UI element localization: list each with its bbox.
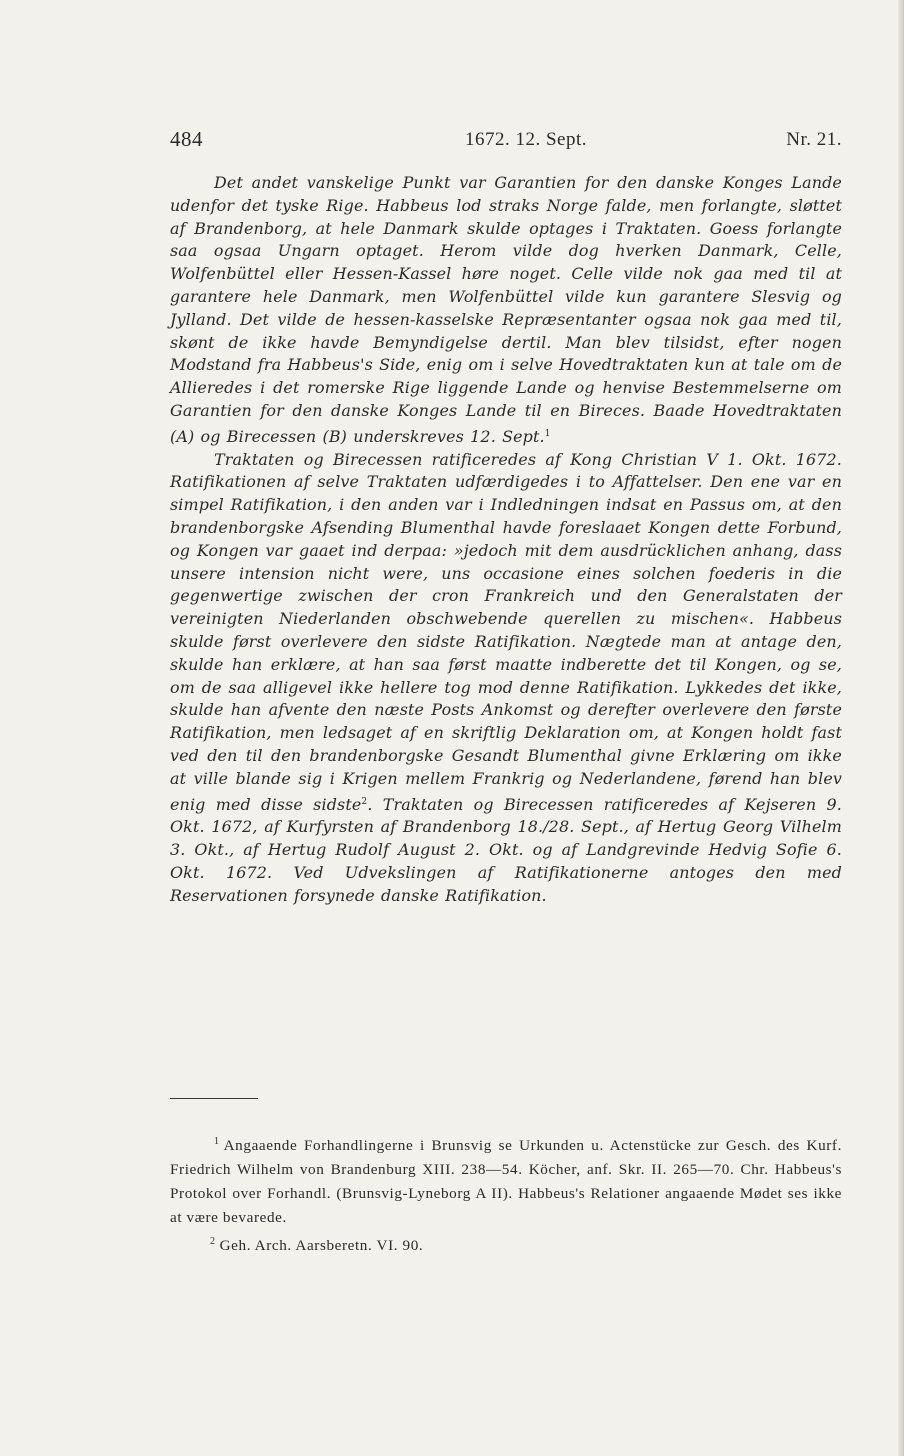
page-number: 484 [170,127,203,151]
footnote-ref-2: 2 [361,796,368,807]
footnotes [170,1130,842,1258]
document-number: Nr. 21. [786,129,842,150]
paragraph-2-text-a: Traktaten og Birecessen ratificeredes af Kong Christian V 1. Okt. 1672. Ratifikationen af selve Traktaten udfærdigedes i to Affattelser. Den ene var en simpel Ratifikation, i den anden var i Indledningen indsat en Passus om, at den brandenborgske Afsending Blumenthal havde foreslaaet Kongen dette Forbund, og Kongen var gaaet ind derpaa: »jedoch mit dem ausdrücklichen anhang, dass unsere intension nicht were, uns occasione eines solchen foederis in die gegenwertige zwischen der cron Frankreich und den Generalstaten der vereinigten Niederlanden obschwebende querellen zu mischen«. Habbeus skulde først overlevere den sidste Ratifikation. Nægtede man at antage den, skulde han erklære, at han saa først maatte indberette det til Kongen, og se, om de saa alligevel ikke hellere tog mod denne Ratifikation. Lykkedes det ikke, skulde han afvente den næste Posts Ankomst og derefter overlevere den første Ratifikation, men ledsaget af en skriftlig Deklaration om, at Kongen holdt fast ved den til den brandenborgske Gesandt Blumenthal givne Erklæring om ikke at ville blande sig i Krigen mellem Frankrig og Nederlandene, førend han blev enig med disse sidste [170,449,842,814]
paragraph-1 [170,172,842,449]
footnote-1 [170,1130,842,1230]
footnote-1-mark: 1 [214,1136,220,1147]
running-header [170,127,842,157]
main-text [170,172,842,908]
paragraph-2 [170,449,842,908]
footnote-2-mark: 2 [210,1236,216,1247]
header-date: 1672. 12. Sept. [464,129,588,150]
footnote-2-text: Geh. Arch. Aarsberetn. VI. 90. [219,1237,424,1254]
paragraph-1-text: Det andet vanskelige Punkt var Garantien for den danske Konges Lande udenfor det tyske Rige. Habbeus lod straks Norge falde, men forlangte, sløttet af Brandenborg, at hele Danmark skulde optages i Traktaten. Goess forlangte saa ogsaa Ungarn optaget. Herom vilde dog hverken Danmark, Celle, Wolfenbüttel eller Hessen-Kassel høre noget. Celle vilde nok gaa med til at garantere hele Danmark, men Wolfenbüttel vilde kun garantere Slesvig og Jylland. Det vilde de hessen-kasselske Repræsentanter ogsaa nok gaa med til, skønt de ikke havde Bemyndigelse dertil. Man blev tilsidst, efter nogen Modstand fra Habbeus's Side, enig om i selve Hovedtraktaten kun at tale om de Allieredes i det romerske Rige liggende Lande og henvise Bestemmelserne om Garantien for den danske Konges Lande til en Bireces. Baade Hovedtraktaten (A) og Birecessen (B) underskreves 12. Sept. [170,173,842,446]
footnote-2 [170,1230,842,1258]
paragraph-2-text-b: . Traktaten og Birecessen ratificeredes af Kejseren 9. Okt. 1672, af Kurfyrsten af Brandenborg 18./28. Sept., af Hertug Georg Vilhelm 3. Okt., af Hertug Rudolf August 2. Okt. og af Landgrevinde Hedvig Sofie 6. Okt. 1672. Ved Udvekslingen af Ratifikationerne antoges den med Reservationen forsynede danske Ratifikation. [170,794,842,905]
footnote-divider [170,1098,258,1099]
footnote-1-text: Angaaende Forhandlingerne i Brunsvig se Urkunden u. Actenstücke zur Gesch. des Kurf. Friedrich Wilhelm von Brandenburg XIII. 238—54. Köcher, anf. Skr. II. 265—70. Chr. Habbeus's Protokol over Forhandl. (Brunsvig-Lyneborg A II). Habbeus's Relationer angaaende Mødet ses ikke at være bevarede. [170,1137,842,1226]
footnote-ref-1: 1 [544,428,551,439]
page-edge [898,0,904,1456]
